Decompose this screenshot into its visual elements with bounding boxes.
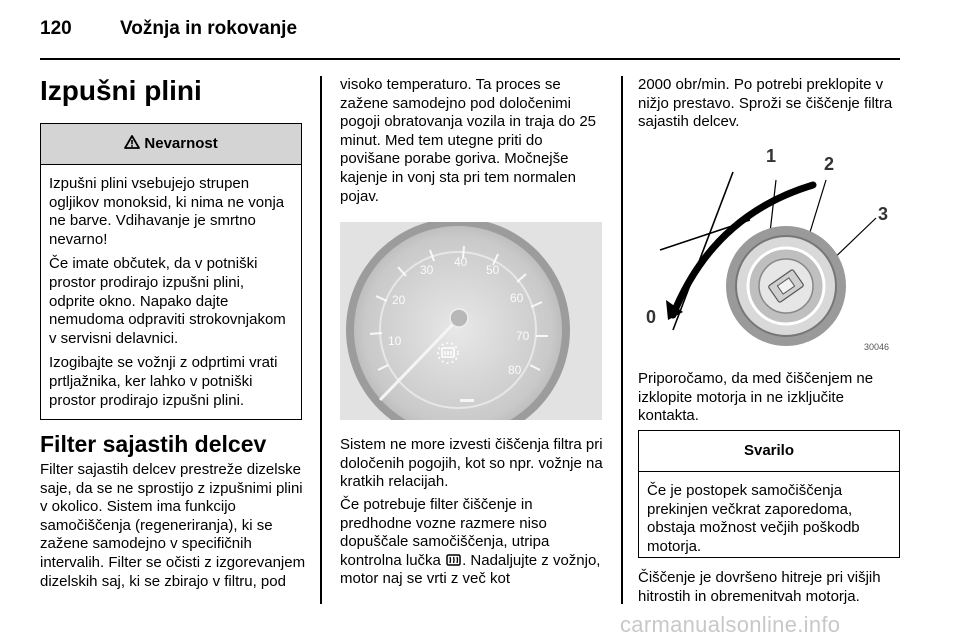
tach-label: 70 xyxy=(516,329,530,343)
watermark: carmanualsonline.info xyxy=(620,612,841,637)
column-divider-1 xyxy=(320,76,322,604)
ignition-position-1: 1 xyxy=(766,146,777,166)
caution-box xyxy=(638,430,900,558)
danger-paragraph: Izpušni plini vsebujejo strupen ogljikov monoksid, ki nima ne vonja ne barve. Vdihavanje je smrtno nevarno! xyxy=(49,175,285,248)
column3-paragraph-2: Priporočamo, da med čiščenjem ne izklopite motorja in ne izključite kontakta. xyxy=(638,370,874,425)
filter-warning-light-icon xyxy=(445,552,462,569)
chapter-title: Vožnja in rokovanje xyxy=(120,18,298,39)
warning-triangle-icon xyxy=(124,135,144,152)
column2-paragraph-1: visoko temperaturo. Ta proces se zažene samodejno pod določenimi pogoji obratovanja vozila in traja do 25 minut. Med tem utegne priti do povišane porabe goriva. Močnejše kajenje in vonj sta pri tem normalen pojav. xyxy=(340,76,597,205)
tach-label: 60 xyxy=(510,291,524,305)
tach-label: 40 xyxy=(454,255,468,269)
caution-box-body xyxy=(639,472,899,556)
tach-label: 20 xyxy=(392,293,406,307)
paragraph3-text-after: . Nadaljujte z vožnjo, motor naj se vrti z več kot xyxy=(340,551,601,588)
danger-box xyxy=(40,123,302,420)
tachometer-figure xyxy=(340,222,602,420)
ignition-position-0: 0 xyxy=(646,307,657,327)
page-number: 120 xyxy=(40,18,72,39)
danger-box-title: Nevarnost xyxy=(144,135,218,152)
tach-label: 50 xyxy=(486,263,500,277)
figure-code: 30046 xyxy=(864,342,890,352)
tach-label: 30 xyxy=(420,263,434,277)
subsection-title: Filter sajastih delcev xyxy=(40,431,267,457)
tach-label: 80 xyxy=(508,363,522,377)
section-title: Izpušni plini xyxy=(40,75,202,106)
danger-box-header xyxy=(41,124,301,165)
caution-box-header xyxy=(639,431,899,472)
ignition-position-2: 2 xyxy=(824,154,835,174)
caution-box-title: Svarilo xyxy=(743,442,795,459)
ignition-switch-figure xyxy=(638,140,900,355)
ignition-position-3: 3 xyxy=(878,204,889,224)
danger-paragraph: Če imate občutek, da v potniški prostor prodirajo izpušni plini, odprite okno. Napako dajte nemudoma odpraviti strokovnjakom v servisni delavnici. xyxy=(49,255,286,347)
tach-label: 10 xyxy=(388,334,402,348)
danger-paragraph: Izogibajte se vožnji z odprtimi vrati prtljažnika, ker lahko v potniški prostor prodirajo izpušni plini. xyxy=(49,354,278,409)
column-divider-2 xyxy=(621,76,623,604)
caution-paragraph: Če je postopek samočiščenja prekinjen večkrat zaporedoma, obstaja možnost večjih poškodb motorja. xyxy=(647,482,860,555)
column3-paragraph-3: Čiščenje je dovršeno hitreje pri višjih hitrostih in obremenitvah motorja. xyxy=(638,569,881,605)
header-rule xyxy=(40,58,900,60)
column2-paragraph-2: Sistem ne more izvesti čiščenja filtra pri določenih pogojih, kot so npr. vožnje na kratkih relacijah. xyxy=(340,436,603,491)
danger-box-body xyxy=(41,165,301,410)
column3-paragraph-1: 2000 obr/min. Po potrebi preklopite v nižjo prestavo. Sproži se čiščenje filtra sajastih delcev. xyxy=(638,76,893,131)
filter-paragraph: Filter sajastih delcev prestreže dizelske saje, da se ne sprostijo z izpušnimi plini v okolico. Sistem ima funkcijo samočiščenja (regeneriranja), ki se zažene samodejno v specifičnih intervalih. Filter se očisti z izgorevanjem dizelskih saj, ki se zbirajo v filtru, pod xyxy=(40,461,306,590)
column2-paragraph-3 xyxy=(340,496,602,589)
paragraph3-text-before: Če potrebuje filter čiščenje in predhodne vozne razmere niso dopuščale samočiščenja, utripa kontrolna lučka xyxy=(340,496,550,569)
